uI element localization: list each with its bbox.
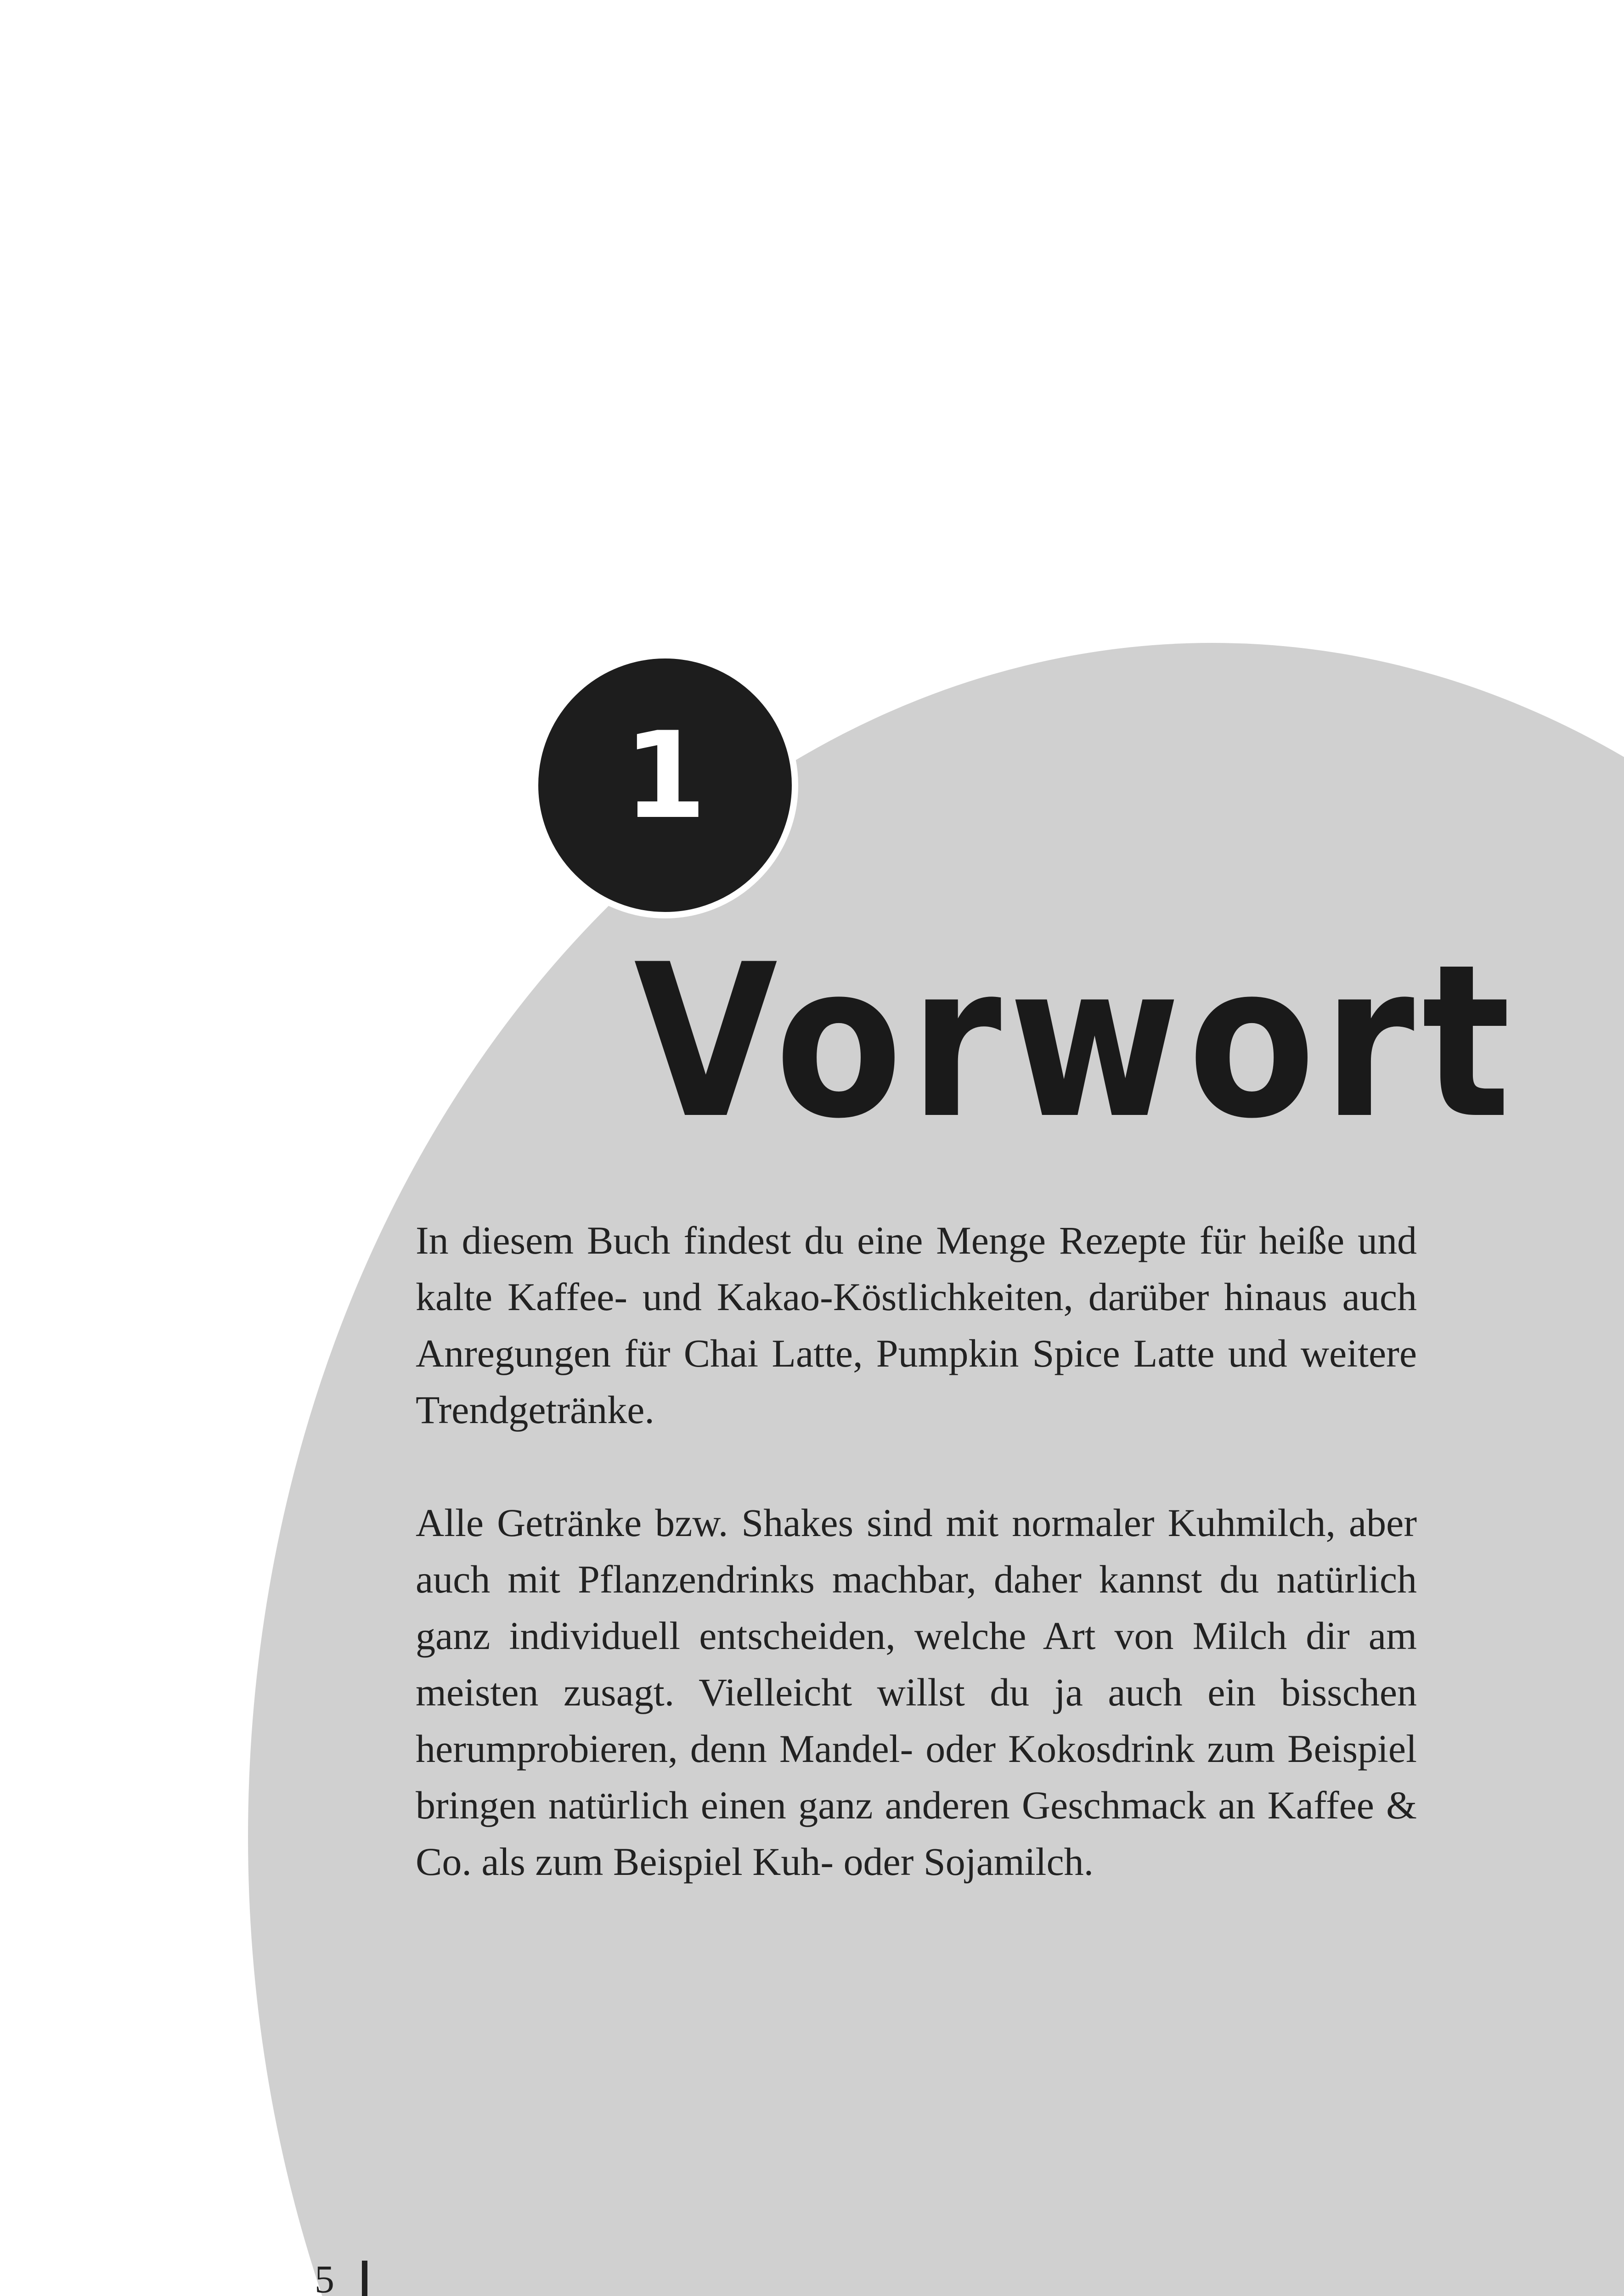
page-footer <box>315 2259 367 2296</box>
paragraph: In diesem Buch findest du eine Menge Rezepte für heiße und kalte Kaffee- und Kakao-Köstlichkeiten, darüber hinaus auch Anregungen für Chai Latte, Pumpkin Spice Latte und weitere Trendgetränke. <box>416 1218 1417 1432</box>
chapter-title: Vorwort <box>634 919 1518 1165</box>
chapter-number: 1 <box>623 707 707 845</box>
page-number: 5 <box>315 2257 334 2296</box>
paragraph: Alle Getränke bzw. Shakes sind mit normaler Kuhmilch, aber auch mit Pflanzendrinks machbar, daher kannst du natürlich ganz individuell entscheiden, welche Art von Milch dir am meisten zusagt. Vielleicht willst du ja auch ein bisschen herumprobieren, denn Mandel- oder Kokosdrink zum Beispiel bringen natürlich einen ganz anderen Geschmack an Kaffee & Co. als zum Beispiel Kuh- oder Sojamilch. <box>416 1501 1417 1884</box>
chapter-number-badge <box>532 652 798 918</box>
page-divider-bar <box>362 2261 367 2296</box>
body-text <box>416 1212 1417 1947</box>
